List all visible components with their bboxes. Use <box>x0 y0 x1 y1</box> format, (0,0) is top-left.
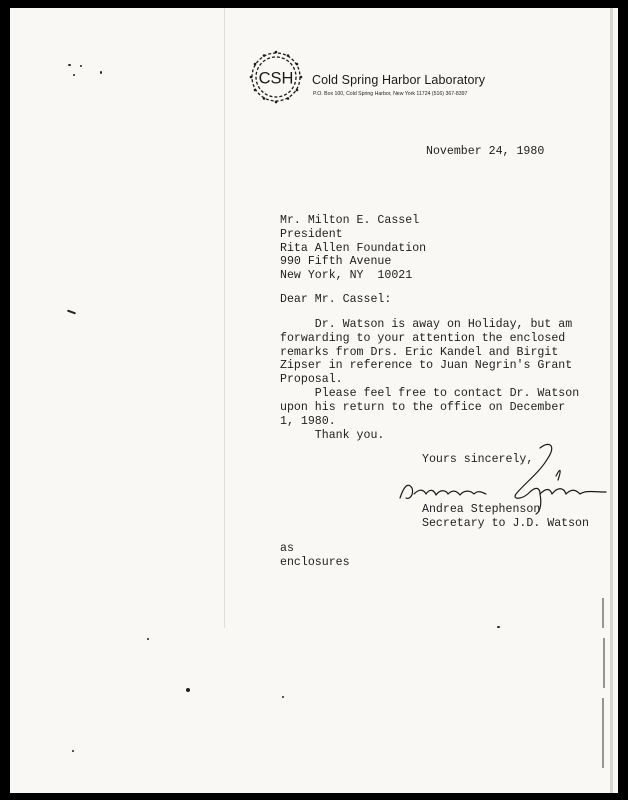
signer-title: Secretary to J.D. Watson <box>422 517 589 530</box>
speck <box>147 638 149 640</box>
organization-address: P.O. Box 100, Cold Spring Harbor, New York 11724 (516) 367-8397 <box>313 91 468 97</box>
enclosures-note: enclosures <box>280 556 350 569</box>
speck <box>186 688 190 692</box>
letter-date: November 24, 1980 <box>426 145 545 158</box>
thanks-line: Thank you. <box>280 429 385 442</box>
body-paragraph-1: Dr. Watson is away on Holiday, but am forwarding to your attention the enclosed remarks from Drs. Eric Kandel and Birgit Zipser in reference to Juan Negrin's Grant Proposal. <box>280 318 573 387</box>
speck <box>497 626 500 628</box>
speck <box>72 750 74 752</box>
typist-initials: as <box>280 542 294 555</box>
body-paragraph-2: Please feel free to contact Dr. Watson upon his return to the office on December 1, 1980. <box>280 387 580 428</box>
edge-marks <box>598 598 608 778</box>
fold-crease <box>224 8 225 628</box>
speck <box>67 310 76 315</box>
recipient-address: Mr. Milton E. Cassel President Rita Allen Foundation 990 Fifth Avenue New York, NY 10021 <box>280 214 427 283</box>
organization-name: Cold Spring Harbor Laboratory <box>312 73 486 87</box>
salutation: Dear Mr. Cassel: <box>280 293 392 306</box>
speck <box>282 696 284 698</box>
letter-page <box>10 8 618 793</box>
csh-logo <box>246 46 306 108</box>
page-edge <box>610 8 613 793</box>
speck <box>80 65 82 67</box>
speck <box>73 74 75 76</box>
closing: Yours sincerely, <box>422 453 534 466</box>
speck <box>68 64 71 66</box>
logo-text: CSH <box>258 69 294 88</box>
speck <box>100 71 102 74</box>
signer-name: Andrea Stephenson <box>422 503 541 516</box>
